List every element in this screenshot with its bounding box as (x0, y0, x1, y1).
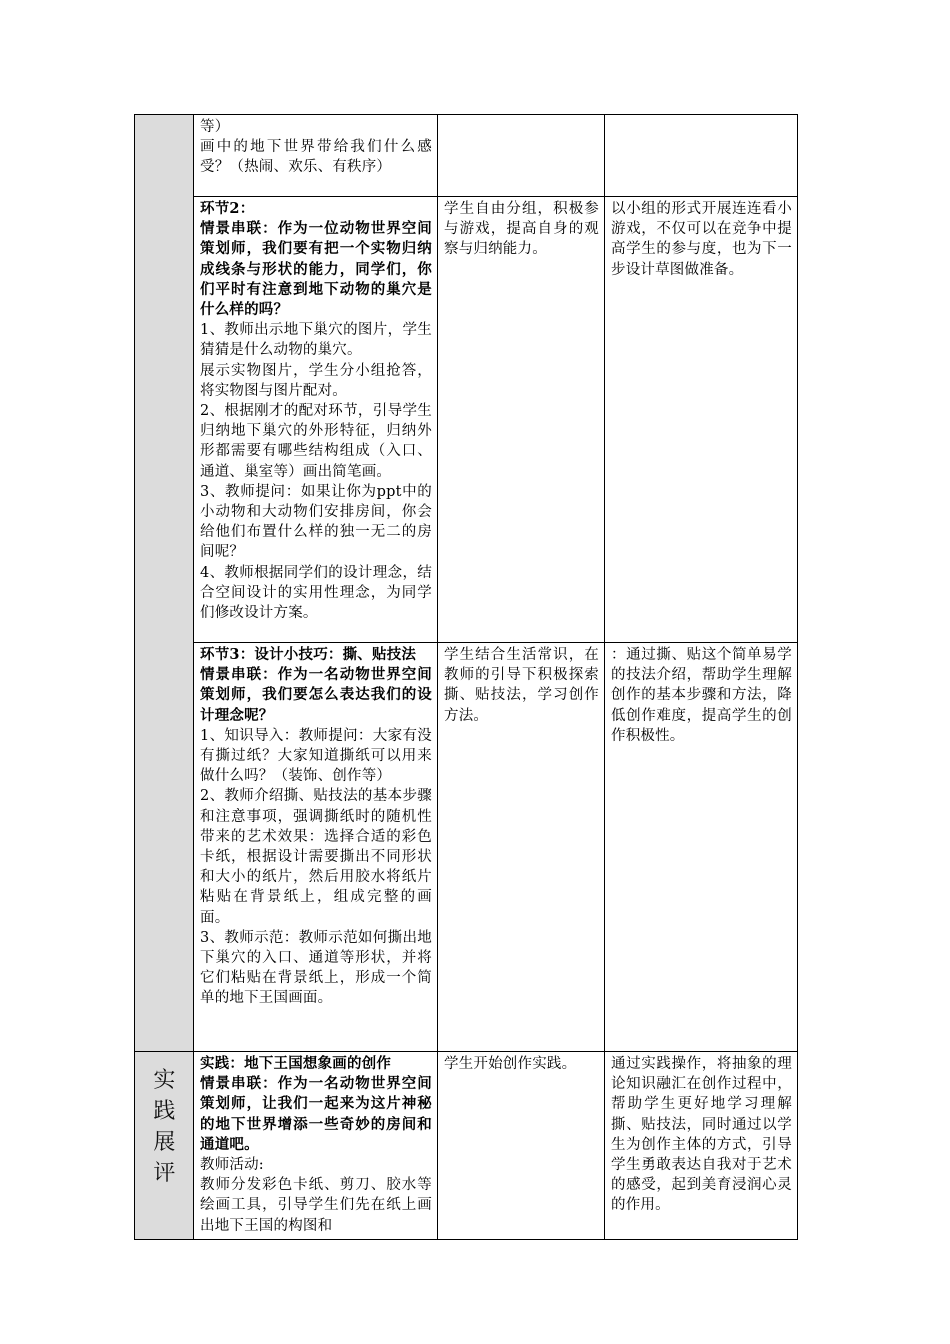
table-row (135, 643, 798, 1052)
student-activity-text: 学生开始创作实践。 (444, 1056, 577, 1072)
stage-label: 实践展评 (153, 1067, 176, 1186)
table-row (135, 1052, 798, 1240)
segment-heading: 环节3：设计小技巧：撕、贴技法 (200, 646, 417, 663)
activity-text: 展示实物图片，学生分小组抢答，将实物图与图片配对。 (200, 362, 432, 399)
activity-text: 3、教师示范：教师示范如何撕出地下巢穴的入口、通道等形状，并将它们粘贴在背景纸上，形成一个简单的地下王国画面。 (200, 929, 432, 1007)
scenario-text: 情景串联：作为一名动物世界空间策划师，我们要怎么表达我们的设计理念呢？ (200, 666, 432, 724)
activity-text: 等） (200, 119, 230, 135)
activity-text: 2、根据刚才的配对环节，引导学生归纳地下巢穴的外形特征，归纳外形都需要有哪些结构组成（入口、通道、巢室等）画出简笔画。 (200, 403, 432, 480)
activity-text: 2、教师介绍撕、贴技法的基本步骤和注意事项，强调撕纸时的随机性带来的艺术效果：选择合适的彩色卡纸，根据设计需要撕出不同形状和大小的纸片，然后用胶水将纸片粘贴在背景纸上，组成完整的画面。 (200, 788, 432, 926)
scenario-text: 情景串联：作为一位动物世界空间策划师，我们要有把一个实物归纳成线条与形状的能力，同学们，你们平时有注意到地下动物的巢穴是什么样的吗？ (200, 220, 432, 319)
activity-text: 3、教师提问：如果让你为ppt中的小动物和大动物们安排房间，你会给他们布置什么样的独一无二的房间呢？ (200, 483, 432, 561)
student-activity-text: 学生自由分组，积极参与游戏，提高自身的观察与归纳能力。 (444, 201, 599, 258)
table-row (135, 197, 798, 643)
student-activity-cell (438, 643, 605, 1052)
activity-cell (194, 643, 438, 1052)
lesson-plan-table (134, 114, 798, 1240)
activity-cell (194, 197, 438, 643)
activity-text: 教师分发彩色卡纸、剪刀、胶水等绘画工具，引导学生们先在纸上画出地下王国的构图和 (200, 1177, 432, 1234)
student-activity-cell (438, 115, 605, 197)
activity-text: 1、知识导入：教师提问：大家有没有撕过纸？大家知道撕纸可以用来做什么吗？（装饰、创作等） (200, 727, 432, 785)
scenario-text: 情景串联：作为一名动物世界空间策划师，让我们一起来为这片神秘的地下世界增添一些奇妙的房间和通道吧。 (200, 1075, 432, 1153)
design-intent-text: 以小组的形式开展连连看小游戏，不仅可以在竞争中提高学生的参与度，也为下一步设计草图做准备。 (611, 201, 792, 278)
activity-cell (194, 115, 438, 197)
activity-text: 4、教师根据同学们的设计理念，结合空间设计的实用性理念，为同学们修改设计方案。 (200, 564, 432, 622)
stage-cell-empty (135, 115, 194, 1052)
design-intent-cell (605, 115, 798, 197)
activity-text: 教师活动: (200, 1157, 264, 1174)
activity-cell (194, 1052, 438, 1240)
design-intent-cell (605, 643, 798, 1052)
table-row (135, 115, 798, 197)
design-intent-cell (605, 1052, 798, 1240)
student-activity-text: 学生结合生活常识，在教师的引导下积极探索撕、贴技法，学习创作方法。 (444, 647, 599, 724)
segment-heading: 环节2： (200, 200, 255, 217)
design-intent-cell (605, 197, 798, 643)
design-intent-text: ：通过撕、贴这个简单易学的技法介绍，帮助学生理解创作的基本步骤和方法，降低创作难度，提高学生的创作积极性。 (611, 647, 792, 744)
segment-heading: 实践：地下王国想象画的创作 (200, 1055, 392, 1072)
activity-text: 画中的地下世界带给我们什么感受？（热闹、欢乐、有秩序） (200, 139, 432, 176)
student-activity-cell (438, 197, 605, 643)
student-activity-cell (438, 1052, 605, 1240)
design-intent-text: 通过实践操作，将抽象的理论知识融汇在创作过程中，帮助学生更好地学习理解撕、贴技法，同时通过以学生为创作主体的方式，引导学生勇敢表达自我对于艺术的感受，起到美育浸润心灵的作用。 (611, 1056, 792, 1214)
stage-cell (135, 1052, 194, 1240)
activity-text: 1、教师出示地下巢穴的图片，学生猜猜是什么动物的巢穴。 (200, 322, 432, 359)
